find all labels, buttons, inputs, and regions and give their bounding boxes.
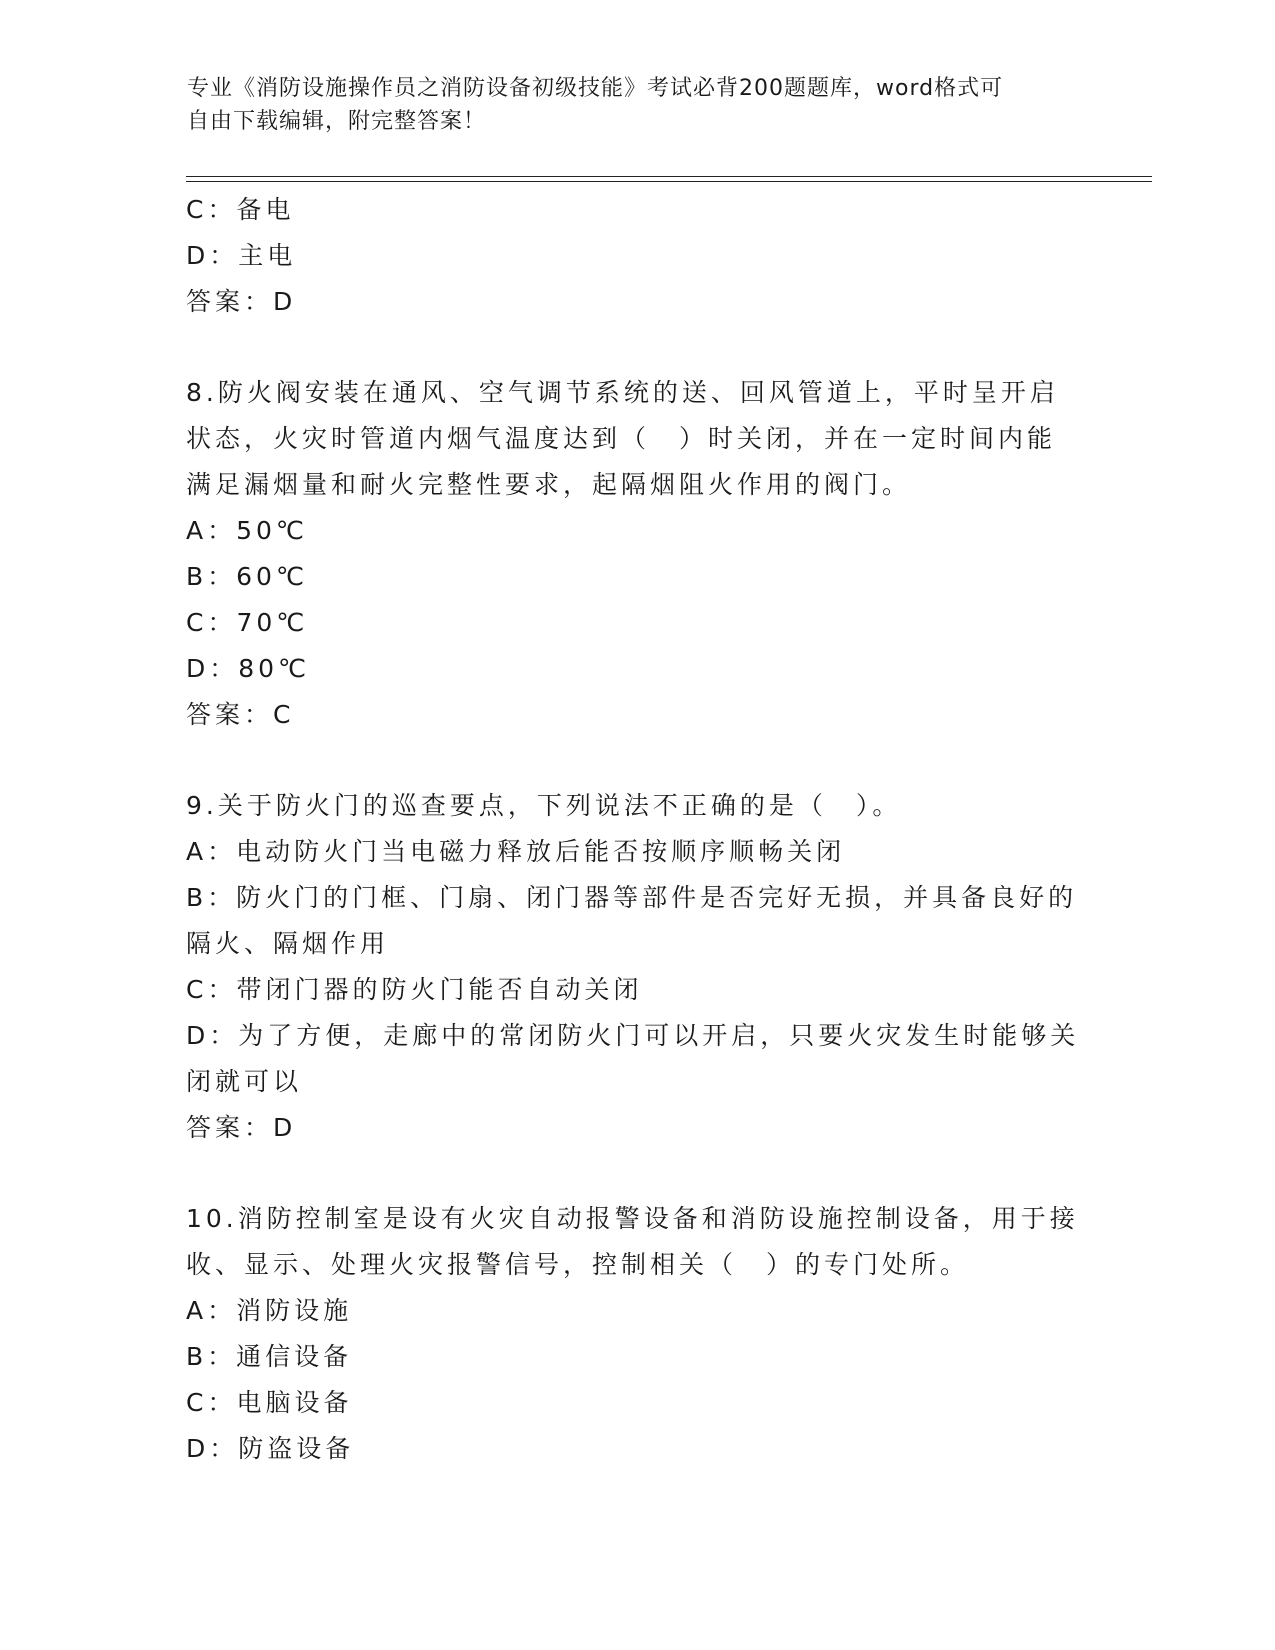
question-8 [186,370,1086,738]
answer: 答案：D [186,287,297,316]
document-body [186,187,1086,1472]
question-10 [186,1196,1086,1472]
question-stem: 10.消防控制室是设有火灾自动报警设备和消防设施控制设备，用于接 [186,1204,1079,1233]
question-7-tail [186,187,1086,325]
question-9 [186,783,1086,1151]
option-b: B：通信设备 [186,1342,353,1371]
spacer [186,325,1086,370]
header-divider [186,176,1152,182]
question-stem: 8.防火阀安装在通风、空气调节系统的送、回风管道上，平时呈开启 [186,378,1059,407]
question-stem: 状态，火灾时管道内烟气温度达到（ ）时关闭，并在一定时间内能 [186,424,1057,453]
option-a: A：50℃ [186,516,308,545]
question-stem: 收、显示、处理火灾报警信号，控制相关（ ）的专门处所。 [186,1250,970,1279]
option-c: C：70℃ [186,608,309,637]
answer: 答案：D [186,1113,297,1142]
option-c: C：备电 [186,195,295,224]
option-d-continued: 闭就可以 [186,1067,303,1096]
option-d: D：为了方便，走廊中的常闭防火门可以开启，只要火灾发生时能够关 [186,1021,1080,1050]
option-a: A：消防设施 [186,1296,353,1325]
spacer [186,738,1086,783]
header-line-1: 专业《消防设施操作员之消防设备初级技能》考试必背200题题库，word格式可 [187,76,1004,101]
option-c: C：带闭门器的防火门能否自动关闭 [186,975,643,1004]
option-c: C：电脑设备 [186,1388,353,1417]
option-b-continued: 隔火、隔烟作用 [186,929,390,958]
option-b: B：防火门的门框、门扇、闭门器等部件是否完好无损，并具备良好的 [186,883,1078,912]
option-b: B：60℃ [186,562,309,591]
document-header [187,72,1067,138]
option-a: A：电动防火门当电磁力释放后能否按顺序顺畅关闭 [186,837,846,866]
option-d: D：防盗设备 [186,1434,355,1463]
option-d: D：主电 [186,241,297,270]
question-stem: 9.关于防火门的巡查要点，下列说法不正确的是（ ）。 [186,791,902,820]
answer: 答案：C [186,700,295,729]
spacer [186,1151,1086,1196]
question-stem: 满足漏烟量和耐火完整性要求，起隔烟阻火作用的阀门。 [186,470,912,499]
header-line-2: 自由下载编辑，附完整答案！ [187,109,487,134]
option-d: D：80℃ [186,654,311,683]
